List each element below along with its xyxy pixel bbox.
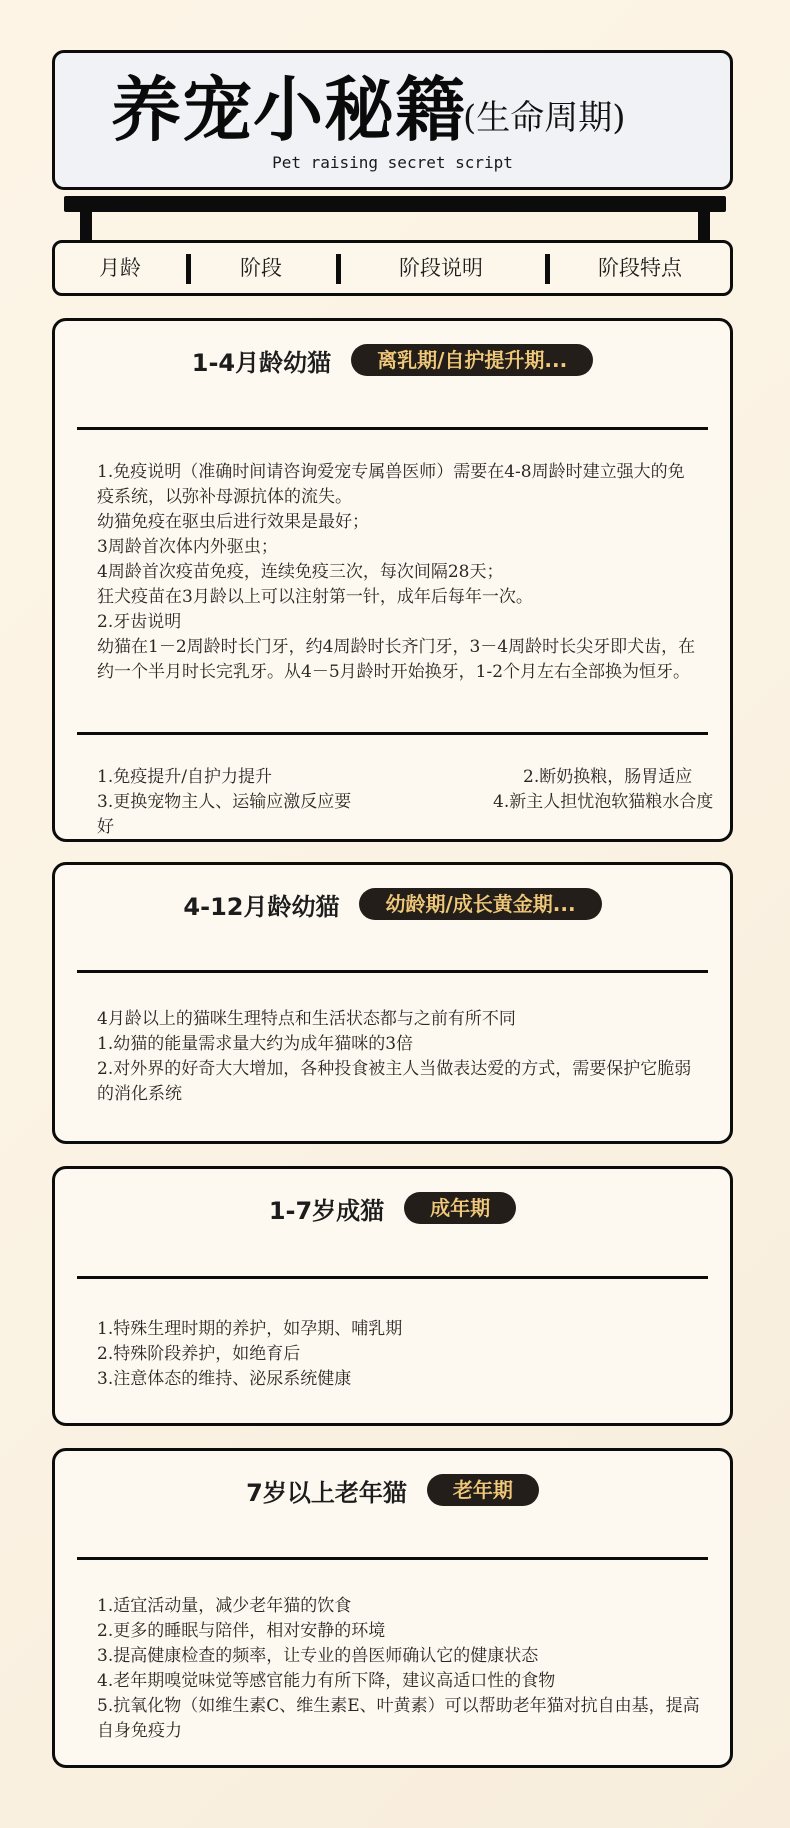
description-line: 4周龄首次疫苗免疫，连续免疫三次，每次间隔28天； bbox=[97, 562, 504, 582]
column-description: 阶段说明 bbox=[399, 256, 483, 280]
title-banner bbox=[52, 50, 733, 190]
divider bbox=[77, 970, 708, 973]
description-line: 狂犬疫苗在3月龄以上可以注射第一针，成年后每年一次。 bbox=[97, 587, 533, 607]
stage-badge: 离乳期/自护提升期... bbox=[351, 344, 593, 376]
stage-description bbox=[97, 460, 700, 685]
divider bbox=[77, 427, 708, 430]
stage-age: 4-12月龄幼猫 bbox=[183, 892, 340, 921]
stage-description bbox=[97, 1594, 700, 1744]
description-line: 2.更多的睡眠与陪伴，相对安静的环境 bbox=[97, 1621, 386, 1641]
stage-card-kitten-4-12 bbox=[52, 862, 733, 1144]
stage-feature: 2.断奶换粮，肠胃适应 bbox=[523, 767, 693, 787]
stage-description bbox=[97, 1317, 700, 1392]
description-line: 4.老年期嗅觉味觉等感官能力有所下降，建议高适口性的食物 bbox=[97, 1671, 556, 1691]
divider bbox=[77, 1276, 708, 1279]
description-line: 2.特殊阶段养护，如绝育后 bbox=[97, 1344, 301, 1364]
description-line: 3.注意体态的维持、泌尿系统健康 bbox=[97, 1369, 352, 1389]
card-header bbox=[55, 1451, 730, 1529]
column-header bbox=[52, 240, 733, 296]
card-header bbox=[55, 865, 730, 943]
stage-badge: 成年期 bbox=[404, 1192, 516, 1224]
stage-age: 7岁以上老年猫 bbox=[246, 1478, 407, 1507]
description-line: 1.免疫说明（准确时间请咨询爱宠专属兽医师）需要在4-8周龄时建立强大的免疫系统，以弥补母源抗体的流失。 bbox=[97, 462, 685, 507]
stage-card-kitten-1-4 bbox=[52, 318, 733, 842]
page-subtitle: (生命周期) bbox=[463, 98, 626, 138]
description-line: 4月龄以上的猫咪生理特点和生活状态都与之前有所不同 bbox=[97, 1009, 516, 1029]
description-line: 2.对外界的好奇大大增加，各种投食被主人当做表达爱的方式，需要保护它脆弱的消化系统 bbox=[97, 1059, 692, 1104]
description-line: 幼猫免疫在驱虫后进行效果是最好； bbox=[97, 512, 369, 532]
description-line: 3.提高健康检查的频率，让专业的兽医师确认它的健康状态 bbox=[97, 1646, 539, 1666]
description-line: 2.牙齿说明 bbox=[97, 612, 182, 632]
stage-age: 1-7岁成猫 bbox=[268, 1196, 385, 1225]
english-title: Pet raising secret script bbox=[272, 153, 513, 172]
stage-feature: 1.免疫提升/自护力提升 bbox=[97, 767, 272, 787]
column-features: 阶段特点 bbox=[598, 256, 682, 280]
column-stage: 阶段 bbox=[240, 256, 282, 280]
stage-badge: 幼龄期/成长黄金期... bbox=[359, 888, 601, 920]
stage-card-adult bbox=[52, 1166, 733, 1426]
description-line: 幼猫在1－2周龄时长门牙，约4周龄时长齐门牙，3－4周龄时长尖牙即犬齿，在约一个半月时长完乳牙。从4－5月龄时开始换牙，1-2个月左右全部换为恒牙。 bbox=[97, 637, 696, 682]
divider bbox=[77, 1557, 708, 1560]
description-line: 1.适宜活动量，减少老年猫的饮食 bbox=[97, 1596, 352, 1616]
description-line: 1.特殊生理时期的养护，如孕期、哺乳期 bbox=[97, 1319, 403, 1339]
banner-stand-leg-right bbox=[698, 196, 710, 242]
stage-description bbox=[97, 1007, 700, 1107]
stage-card-senior bbox=[52, 1448, 733, 1768]
stage-feature: 4.新主人担忧泡软猫粮水合度 bbox=[493, 792, 714, 812]
stage-age: 1-4月龄幼猫 bbox=[191, 348, 332, 377]
column-age: 月龄 bbox=[99, 256, 141, 280]
banner-stand-bar bbox=[64, 196, 726, 212]
card-header bbox=[55, 1169, 730, 1247]
divider bbox=[77, 732, 708, 735]
description-line: 1.幼猫的能量需求量大约为成年猫咪的3倍 bbox=[97, 1034, 414, 1054]
stage-badge: 老年期 bbox=[427, 1474, 539, 1506]
banner-stand-leg-left bbox=[80, 196, 92, 242]
page-title: 养宠小秘籍 bbox=[111, 69, 466, 151]
description-line: 3周龄首次体内外驱虫； bbox=[97, 537, 278, 557]
description-line: 5.抗氧化物（如维生素C、维生素E、叶黄素）可以帮助老年猫对抗自由基，提高自身免疫力 bbox=[97, 1696, 700, 1741]
card-header bbox=[55, 321, 730, 399]
stage-feature: 3.更换宠物主人、运输应激反应要好 bbox=[97, 792, 352, 837]
